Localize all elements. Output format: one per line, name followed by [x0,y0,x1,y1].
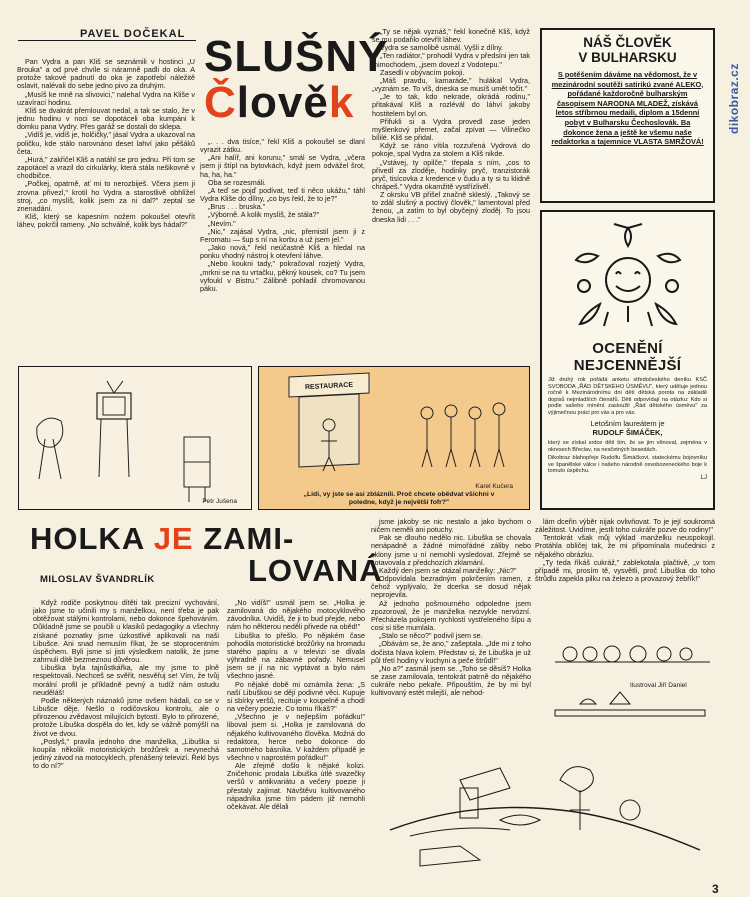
paragraph: „. . . dva tisíce," řekl Kliš a pokoušel se dlaní vyrazit zátku. [200,138,365,155]
paragraph: „Nebo koukni tady," pokračoval rozjetý Vydra, „mrkni se na tu vrtačku, pěkný kousek, co? Tu jsem vyfoukl v Bistru." Zálibně pohladil chromovanou páku. [200,259,365,293]
paragraph: jsme jakoby se nic nestalo a jako bychom o ničem neměli ani potuchy. [371,518,531,535]
paragraph: „Máš pravdu, kamaráde," hulákal Vydra, „vyznám se. To víš, dneska se musíš umět točit." [372,75,530,94]
paragraph: „No a?" zasmál jsem se. „Toho se děsíš? Holka se zase zamilovala, tentokrát patrně do nějakého cukráře nebo pekaře. Připouštím, že by mi byl kultivovaný estét milejší, ale nehod- [371,663,531,698]
story2-col1 [33,599,219,889]
box1-text: S potěšením dáváme na vědomost, že v mezinárodní soutěži satirikú zvané ALEKO, pořádané každoročně bulharským časopisem NARODNA MLADEŽ, získává letos stříbrnou medaili, diplom a 15denní pobyt v Bulharsku Čechoslovák. Ba dokonce žena a ještě ke všemu naše redaktorka a tajemnice VLASTA SMRŽOVÁ! [551,70,704,147]
paragraph: Z okrsku VB přišel značně skleslý. „Takový se to zdál slušný a poctivý člověk," lamentoval před ženou, „a zatím to byl obyčejný zloděj. To jsou dneska lidi . . ." [372,190,530,224]
illustration-right [258,366,530,510]
paragraph: Každý den jsem se otázal manželky: „Nic?" [379,565,517,575]
paragraph: „Brus . . . bruska." [208,202,266,212]
paragraph: „Hurá," zakřičel Kliš a natáhl se pro jednu. Při tom se zapotácel a vrazil do cirkulárky, která stála nešikovně v chodbičce. [17,154,195,181]
paragraph: Když se ráno vítila rozzuřená Vydrová do pokoje, spal Vydra za stolem a Kliš nikde. [372,141,530,159]
story1-title-line2: Člověk [204,78,355,127]
illustration-kitchen-credit: Ilustroval Jiří Daniel [630,682,687,689]
paragraph: Libuška byla tajnůstkářka, ale my jsme to plně respektovali. Nechceš se svěřit, nesvěřuj se! Vím, že tvůj morální profil je příkladně pevný a tudíž nám ostudu neuděláš! [33,663,219,697]
paragraph: „Ty teda říkáš cukráž," zablekotala plačtivě, „v tom případě mi, prosím tě, vysvětli, proč Libuška do toho štrůdlu zapekla pilku na železo a provazový žebřík!" [535,557,715,584]
box2-title: OCENĚNÍ NEJCENNĚJŠÍ [573,340,682,374]
restaurant-sign: RESTAURACE [304,381,354,392]
story2-title-line2: LOVANÁ [248,553,383,588]
paragraph: „Všechno je v nejlepším pořádku!" liboval jsem si. „Holka je zamilovaná do nějakého kultivovaného člověka. Možná do redaktora, herce nebo dokonce do samotného básníka. V každém případě je všechno v naprostém pořádku!" [227,712,365,762]
story1-col2 [200,138,365,358]
paragraph: Když rodiče poskytnou dítěti tak precizní vychování, jako jsme to učinili my s manželkou, není třeba je pak obtěžovat stálými kontrolami, nebo dokonce špehováním. Důkladně jsme se poučili u klasiků pedagogiky a všechny získané poznatky jsme úzkostlivě aplikovali na naši Libušce. Ani snad nemusím říkat, že se stoprocentním úspěchem. Byli jsme si jisti výsledkem natolik, že jsme zahrnuli dítě bezmeznou důvěrou. [33,599,219,665]
illustration-right-caption: „Lidi, vy jste se asi zbláznili. Proč chcete obědvat všichni v poledne, když je největší fofr?" [303,491,495,506]
paragraph: „Jako nová," řekl neúčastně Kliš a hledal na ponku vhodný nástroj k otevření láhve. [200,243,365,261]
paragraph: „Výborně. A kolik myslíš, že stála?" [208,210,320,220]
paragraph: Odpovídala bezradným pokrčením ramen, z čehož vyplývalo, že dcerka se dosud nějak neprojevila. [371,574,531,600]
paragraph: „Je to tak, kdo nekrade, okrádá rodinu," přitakával Kliš a rozlévál do láhví jakoby hostitelem byl on. [372,92,530,118]
paragraph: Přifukli si a Vydra provedl zase jeden myšlenkový přemet, začal zpívat — Vilinečko bílilé. Kliš se přidal. [372,116,530,143]
paragraph: Po nějaké době mi oznámila žena: „S naší Libuškou se dějí podivné věci. Kupuje si sbírky veršů, recituje v koupelně a chodí na večery poezie. Co tomu říkáš?" [227,679,365,714]
paragraph: Až jednoho pošmourného odpoledne jsem zpozoroval, že je manželka nezvykle nervózní. Přecházela pokojem rychlostí vystřeleného šípu a cosi si tiše mumlala. [371,598,531,633]
paragraph: Pan Vydra a pan Kliš se seznámili v hostinci „U Brouka" a od prvé chvíle si náramně padli do oka. A protože takové padnutí do oka je zapotřebí náležitě oslavit, nalévali do sebe jedno pivo za druhým. [17,58,195,91]
paragraph: Kliš, který se kapesním nožem pokoušel otevřít láhev, pokrčil rameny. „No schválně, kolik bys hádal?" [17,211,195,230]
box1-title-line1: NÁŠ ČLOVĚK [583,35,672,50]
box2-laureate-name: RUDOLF ŠIMÁČEK, [592,428,663,437]
paragraph: Kliš se dvakrát přemlouvat nedal, a tak se stalo, že v jednu hodinu v noci se dopotáceli oba kumpáni k domku pana Vydry. Přes garáž se dostali do sklepa. [17,105,195,132]
paragraph: Oba se rozesmáli. [208,177,266,187]
box2-sign: LJ [700,474,707,481]
paragraph: „No vidíš!" usmál jsem se. „Holka je zamilovaná do nějakého motocyklového závodníka. Uvidíš, že ji to bud přejde, nebo nám ho některou neděli přivede na oběd!" [227,599,365,632]
paragraph: Tentokrát však můj výklad manželku neuspokojil. Protáhla obličej tak, že mi připomínala mučednici z nějakého obrázku. [535,533,715,559]
story2-col4 [535,518,715,628]
box-oceneni [540,210,715,510]
site-watermark: dikobraz.cz [727,63,741,134]
box2-text1: Již druhý rok pořádá anketu středočeského deníku KSČ SVOBODA „ŘÁD DĚTSKÉHO ÚSMĚVU", který uděluje jednou ročně k Mezinárodnímu dni dětí dětská porota na základě dopisů nejmladších čtenářů. Děti odpovídají na otázku: Kdo si podle vašeho mínění zasloužil „Řád dětského úsměvu" za výjimečnou práci pro vás a pro vás. [548,377,707,416]
story1-title-line1: SLUŠNÝ [204,32,389,81]
illustration-left-credit: Petr Jušena [202,498,237,505]
paragraph: „A teď se pojď podívat, teď ti něco ukážu," táhl Vydra Kliše do dílny, „co bys řekl, že to je?" [200,185,365,204]
box1-title-line2: V BULHARSKU [578,50,677,65]
box2-text3: Dikobraz blahopřeje Rudolfu Šimáčkovi, stateckému bojovníku ve španělské válce i našeho národně osvobozeneckého boje k tomuto úspěchu. [548,455,707,474]
paragraph: „Ani halíř, ani korunu," smál se Vydra, „včera jsem ji štípl na bytovkách, když jsem odvážel šrot, ha, ha, ha." [200,153,365,179]
story1-col3 [372,28,530,358]
paragraph: „Ten radiátor," prohodil Vydra v předsíni jen tak mimochodem, „jsem dovezl z Vodotepu." [372,51,530,69]
paragraph: Zasedli v obývacím pokoji. [380,67,465,77]
story1-rule [18,40,196,41]
paragraph: „Obávám se, že ano," zašeptala. „Jde mi z toho dočista hlava kolem. Představ si, že Libuška je už půl třetí hodiny v kuchyni a peče štrůdl!" [371,639,531,665]
box2-laureate-label: Letošním laureátem je [590,419,665,428]
paragraph: lám dceřin výběr nijak ovlivňovat. To je její soukromá záležitost. Uvidíme, jestli toho cukráře pozve do rodiny!" [535,518,715,535]
story1-title [204,32,389,127]
paragraph: „Vidíš je, vidíš je, holčičky," jásal Vydra a ukazoval na poličku, kde stálo narovnáno deset lahví jako pěšáků četa. [17,130,195,156]
illustration-kitchen [380,640,715,880]
paragraph: „Nevím." [208,218,236,228]
paragraph: „Nic," zajásal Vydra, „nic, přemistil jsem ji z Feromatu — šup s ní na korbu a už jsem jel." [200,226,365,244]
paragraph: „Stalo se něco?" podivil jsem se. [379,631,483,641]
kitchen-drawing [380,640,715,880]
story1-author: PAVEL DOČEKAL [80,28,186,40]
illustration-left [18,366,252,510]
restaurant-drawing [259,367,527,482]
story2-col2 [227,599,365,889]
illustration-right-credit: Karel Kučera [475,483,513,490]
paragraph: Ale zřejmě došlo k nějaké kolizi. Zničehonic prodala Libuška útlé svazečky veršů v antikvariátu a večery poezie ji přestaly zajímat. Návštěvu kultivovaného nápadníka jsme tím pádem již nemohli očekávat. Ale dělali [227,761,365,811]
story1-col1 [17,58,195,358]
paragraph: „Vstávej, ty opilče," třepala s ním, „cos to přivedl za zloděje, hodinky pryč, tranzistorák pryč, tisícovka z kredence v čudu a ty si tu klidně chrápeš." Vydra okamžitě vystřízlivěl. [372,157,530,191]
paragraph: Vydra se samolibě usmál. Vyšli z dílny. [380,43,504,53]
paragraph: Libuška to přešlo. Po nějakém čase pohodila motoristické brožůrky na hromadu starého papíru a v televizi se dívala výhradně na zábavné pořady. Nemusel jsem se jí na nic vyptávat a bylo nám všechno jasné. [227,630,365,681]
paragraph: Pak se dlouho nedělo nic. Libuška se chovala nenápadně a žádné mimořádné záliby nebo sklony jsme u ní nemohli vysledovat. Zřejmě se zotavovala z předchozích zklamání. [371,533,531,567]
box2-text2: který se získal srdce dětí tím, že se jim věnoval, zejména v okresech Břeclav, na nesčetných besedách. [548,440,707,453]
paragraph: Podle některých náznaků jsme ovšem hádali, co se v Libušce děje. Nešlo o rodičovskou kontrolu, ale o přirozenou zvědavost milujících bytostí. Bylo to přirozené, protože Libuška dospěla do let, kdy se vážně pomýšlí na život ve dvou. [33,695,219,738]
paragraph: „Počkej, opatrně, ať mi to nerozbiješ. Včera jsem ji zrovna přivezl," krotil ho Vydra a starostlivě obhlížel stroj, „co myslíš, kolik jsem za ni dal?" zeptal se znenadání. [17,179,195,213]
story2-title-line1: HOLKA JE ZAMI- [30,521,295,556]
box-nas-clovek [540,28,715,203]
story2-author: MILOSLAV ŠVANDRLÍK [40,574,155,585]
page-number: 3 [712,882,719,896]
paragraph: „Ty se nějak vyznáš," řekl konečně Kliš, když se mu podařilo otevřít láhev. [372,28,530,45]
paragraph: „Poslyš," pravila jednoho dne manželka, „Libuška si koupila několik motoristických brožůrek a nevynechá jediný závod na motocyklech, přenášený televizí. Řekl bys to do ní?" [33,736,219,771]
paragraph: „Musíš ke mně na slivovici," nalehal Vydra na Kliše v uzavírací hodinu. [17,89,195,107]
tv-cat-drawing [19,367,249,507]
sun-smile-emblem [548,216,708,334]
